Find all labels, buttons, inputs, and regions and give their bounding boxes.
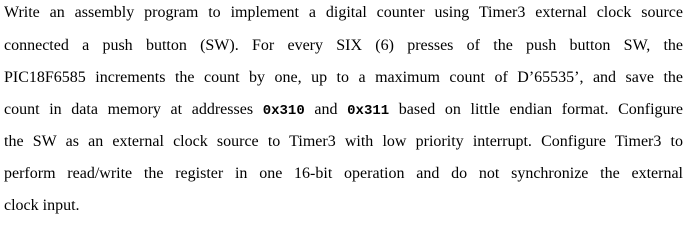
paragraph-line-2: connected a push button (SW). For every SIX (6) presses of the push button SW, the <box>4 37 683 54</box>
paragraph-line-3: PIC18F6585 increments the count by one, up to a maximum count of D’65535’, and save the <box>4 69 683 86</box>
memory-address-low: 0x310 <box>262 103 305 119</box>
paragraph-line-7: clock input. <box>4 197 80 214</box>
paragraph-line-1: Write an assembly program to implement a digital counter using Timer3 external clock source <box>4 4 683 21</box>
memory-address-high: 0x311 <box>347 103 390 119</box>
paragraph-line-5: the SW as an external clock source to Timer3 with low priority interrupt. Configure Timer3 to <box>4 133 683 150</box>
line-4-text-before: count in data memory at addresses <box>4 101 263 118</box>
paragraph-line-4 <box>4 98 683 122</box>
paragraph-line-6: perform read/write the register in one 16-bit operation and do not synchronize the external <box>4 165 683 182</box>
line-4-text-mid: and <box>304 101 348 118</box>
line-4-text-after: based on little endian format. Configure <box>389 101 683 118</box>
